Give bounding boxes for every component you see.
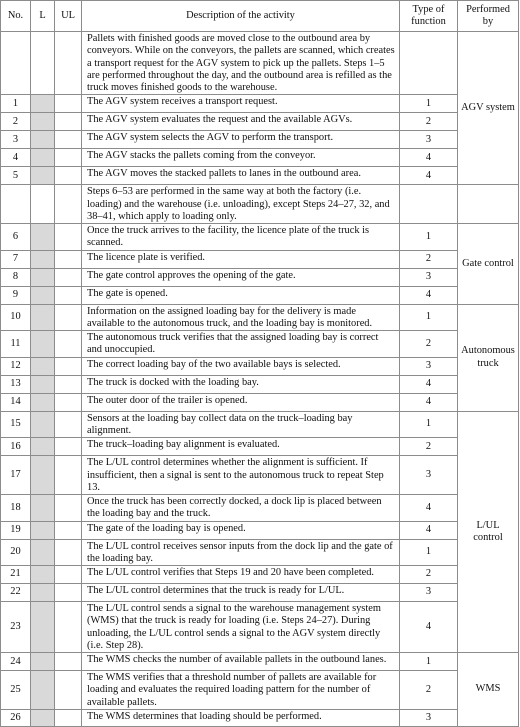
table-row: 19 The gate of the loading bay is opened. 4 xyxy=(1,521,519,539)
table-row: 20 The L/UL control receives sensor inputs from the dock lip and the gate of the loading bay. 1 xyxy=(1,539,519,566)
table-row: 26 The WMS determines that loading should be performed. 3 xyxy=(1,709,519,726)
intro-row xyxy=(1,32,519,95)
table-row: 4 The AGV stacks the pallets coming from the conveyor. 4 xyxy=(1,149,519,167)
header-performed-by: Performed by xyxy=(458,1,519,32)
table-row: 18 Once the truck has been correctly docked, a dock lip is placed between the loading bay and the truck. 4 xyxy=(1,495,519,522)
performer-lul-control: L/UL control xyxy=(458,411,519,652)
table-row: 14 The outer door of the trailer is opened. 4 xyxy=(1,393,519,411)
table-row: 21 The L/UL control verifies that Steps 19 and 20 have been completed. 2 xyxy=(1,566,519,584)
table-row: 15 Sensors at the loading bay collect data on the truck–loading bay alignment. 1 L/UL control xyxy=(1,411,519,438)
performer-wms: WMS xyxy=(458,653,519,727)
table-row: 2 The AGV system evaluates the request and the available AGVs. 2 xyxy=(1,113,519,131)
table-row: 12 The correct loading bay of the two available bays is selected. 3 xyxy=(1,357,519,375)
table-row: 22 The L/UL control determines that the truck is ready for L/UL. 3 xyxy=(1,584,519,602)
table-row: 24 The WMS checks the number of available pallets in the outbound lanes. 1 WMS xyxy=(1,653,519,671)
header-row xyxy=(1,1,519,32)
table-row: 1 The AGV system receives a transport request. 1 xyxy=(1,95,519,113)
table-row: 23 The L/UL control sends a signal to the warehouse management system (WMS) that the truck is ready for loading (i.e. Steps 24–27). During unloading, the L/UL control sends a signal to the AGV system directly (i.e. Step 28). 4 xyxy=(1,602,519,653)
header-l: L xyxy=(31,1,55,32)
table-row: 8 The gate control approves the opening of the gate. 3 xyxy=(1,268,519,286)
table-row: 9 The gate is opened. 4 xyxy=(1,286,519,304)
intro-text: Steps 6–53 are performed in the same way at both the factory (i.e. loading) and the warehouse (i.e. unloading), except Steps 24–27, 32, and 38–41, which apply to loading only. xyxy=(82,185,400,224)
table-row: 6 Once the truck arrives to the facility, the licence plate of the truck is scanned. 1 Gate control xyxy=(1,224,519,251)
header-ul: UL xyxy=(55,1,82,32)
table-row: 25 The WMS verifies that a threshold number of pallets are available for loading and evaluates the required loading pattern for the number of available pallets. 2 xyxy=(1,671,519,710)
performer-autonomous-truck: Autonomous truck xyxy=(458,304,519,411)
performer-gate-control: Gate control xyxy=(458,224,519,305)
table-row: 17 The L/UL control determines whether the alignment is sufficient. If insufficient, then a signal is sent to the autonomous truck to repeat Step 13. 3 xyxy=(1,456,519,495)
intro-text: Pallets with finished goods are moved close to the outbound area by conveyors. While on the conveyors, the pallets are scanned, which creates a transport request for the AGV system to pick up the pallets. Steps 1–5 are performed throughout the day, and the outbound area is refilled as the truck moves finished goods to the warehouse. xyxy=(82,32,400,95)
table-row: 13 The truck is docked with the loading bay. 4 xyxy=(1,375,519,393)
header-no: No. xyxy=(1,1,31,32)
table-row: 11 The autonomous truck verifies that the assigned loading bay is correct and unoccupied. 2 xyxy=(1,331,519,358)
table-row: 5 The AGV moves the stacked pallets to lanes in the outbound area. 4 xyxy=(1,167,519,185)
header-description: Description of the activity xyxy=(82,1,400,32)
table-row: 16 The truck–loading bay alignment is evaluated. 2 xyxy=(1,438,519,456)
header-type: Type of function xyxy=(400,1,458,32)
intro-row xyxy=(1,185,519,224)
table-row: 10 Information on the assigned loading bay for the delivery is made available to the autonomous truck, and the loading bay is monitored. 1 Autonomous truck xyxy=(1,304,519,331)
table-row: 7 The licence plate is verified. 2 xyxy=(1,250,519,268)
performer-agv-system: AGV system xyxy=(458,32,519,185)
table-row: 3 The AGV system selects the AGV to perform the transport. 3 xyxy=(1,131,519,149)
